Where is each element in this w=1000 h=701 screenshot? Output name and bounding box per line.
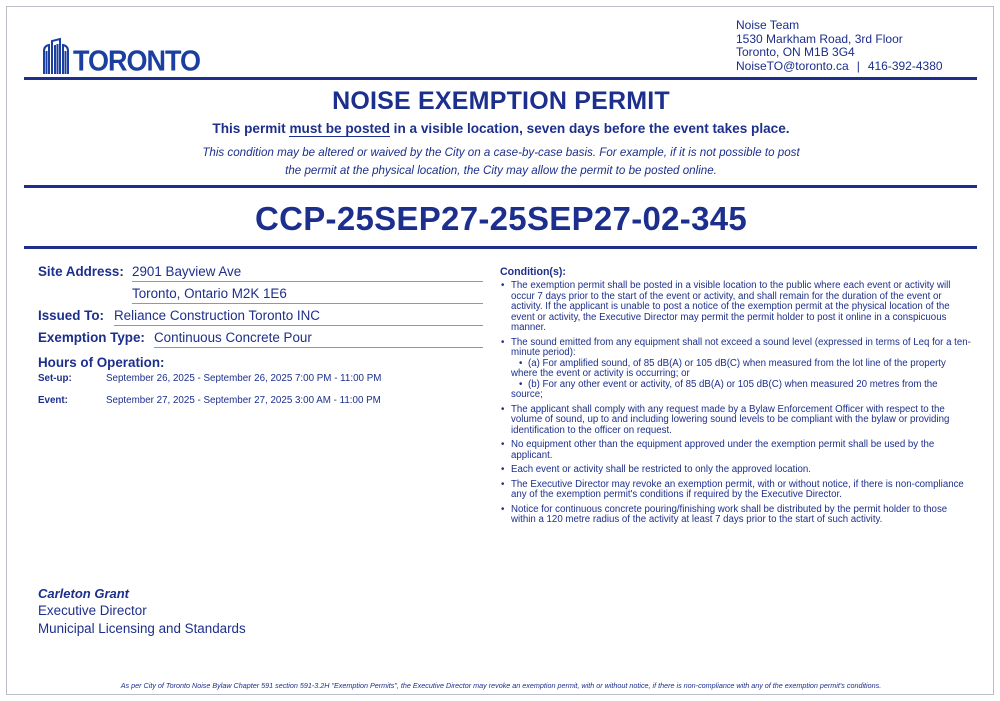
bylaw-footer: As per City of Toronto Noise Bylaw Chapter 591 section 591-3.2H "Exemption Permits", the Executive Director may revoke an exemption permit, with or without notice, if there is non-compliance with any of the exemption permit's conditions. — [120, 681, 882, 690]
condition-subitem-a: (a) For amplified sound, of 85 dB(A) or 105 dB(C) when measured from the lot line of the property where the event or activity is occurring; or — [511, 357, 946, 379]
condition-item: • The exemption permit shall be posted in a visible location to the public where each event or activity will occur 7 days prior to the start of the event or activity, and shall remain for the duration of the event or activity. If the applicant is unable to post a notice of the exemption permit at the physical location of the event or activity, the Executive Director may permit the permit holder to post it online in a conspicuous manner. — [500, 281, 972, 334]
subtitle-underlined: must be posted — [289, 121, 390, 136]
exemption-type-value: Continuous Concrete Pour — [154, 330, 483, 348]
subtitle-post: in a visible location, seven days before the event takes place. — [389, 121, 790, 136]
contact-separator: | — [856, 59, 860, 74]
event-value: September 27, 2025 - September 27, 2025 3:00 AM - 11:00 PM — [106, 395, 381, 406]
signatory-department: Municipal Licensing and Standards — [38, 621, 246, 636]
condition-item: • Each event or activity shall be restricted to only the approved location. — [500, 465, 972, 476]
toronto-logo — [41, 37, 200, 75]
contact-team: Noise Team — [736, 18, 800, 32]
site-address-line1: 2901 Bayview Ave — [132, 264, 483, 282]
condition-item: • No equipment other than the equipment approved under the exemption permit shall be used by the applicant. — [500, 440, 972, 461]
contact-address-line1: 1530 Markham Road, 3rd Floor — [736, 31, 903, 46]
setup-value: September 26, 2025 - September 26, 2025 7:00 PM - 11:00 PM — [106, 373, 382, 384]
condition-item: • The applicant shall comply with any request made by a Bylaw Enforcement Officer with respect to the volume of sound, up to and including lowering sound levels to be compliant with the bylaw or providing identification to the officer on request. — [500, 405, 972, 437]
contact-block — [736, 19, 943, 74]
issued-to-label: Issued To: — [38, 308, 104, 323]
contact-phone[interactable]: 416-392-4380 — [867, 59, 943, 74]
city-hall-towers-icon — [41, 37, 71, 75]
setup-label: Set-up: — [38, 373, 72, 384]
condition-subitem: • (a) For amplified sound, of 85 dB(A) or 105 dB(C) when measured from the lot line of the property where the event or activity is occurring; or — [511, 357, 946, 379]
signatory-name: Carleton Grant — [38, 586, 130, 601]
contact-email[interactable]: NoiseTO@toronto.ca — [736, 59, 849, 74]
logo-wordmark: TORONTO — [73, 45, 201, 77]
site-address-line2: Toronto, Ontario M2K 1E6 — [132, 286, 483, 304]
contact-address-line2: Toronto, ON M1B 3G4 — [736, 45, 855, 60]
posting-requirement — [7, 121, 995, 136]
header-rule-top — [24, 77, 977, 80]
condition-subitem: • (b) For any other event or activity, of 85 dB(A) or 105 dB(C) when measured 20 metres from the source; — [511, 378, 938, 400]
condition-item-sound — [500, 338, 972, 401]
page-title: NOISE EXEMPTION PERMIT — [332, 87, 670, 115]
header-rule-middle — [24, 185, 977, 188]
condition-subitem-b: (b) For any other event or activity, of 85 dB(A) or 105 dB(C) when measured 20 metres from the source; — [511, 378, 938, 400]
event-label: Event: — [38, 395, 68, 406]
conditions-title: Condition(s): — [500, 266, 566, 278]
signatory-title: Executive Director — [38, 603, 147, 618]
site-address-label: Site Address: — [38, 264, 124, 279]
condition-item: • Notice for continuous concrete pouring/finishing work shall be distributed by the permit holder to those within a 120 metre radius of the activity at least 7 days prior to the start of such activity. — [500, 505, 972, 526]
exemption-type-label: Exemption Type: — [38, 330, 145, 345]
subtitle-pre: This permit — [212, 121, 290, 136]
condition-item: • The Executive Director may revoke an exemption permit, with or without notice, if there is non-compliance any of the exemption permit's conditions if required by the Executive Director. — [500, 480, 972, 501]
posting-note: This condition may be altered or waived by the City on a case-by-case basis. For example, if it is not possible to post the permit at the physical location, the City may allow the permit to be posted online. — [202, 146, 800, 177]
contact-email-phone — [736, 60, 943, 74]
permit-number: CCP-25SEP27-25SEP27-02-345 — [254, 200, 748, 237]
header-rule-bottom — [24, 246, 977, 249]
permit-page — [6, 6, 994, 695]
issued-to-value: Reliance Construction Toronto INC — [114, 308, 483, 326]
condition-sound-text: The sound emitted from any equipment shall not exceed a sound level (expressed in terms of Leq for a ten-minute period): — [511, 336, 971, 358]
conditions-list — [500, 281, 972, 530]
hours-title: Hours of Operation: — [38, 355, 165, 370]
